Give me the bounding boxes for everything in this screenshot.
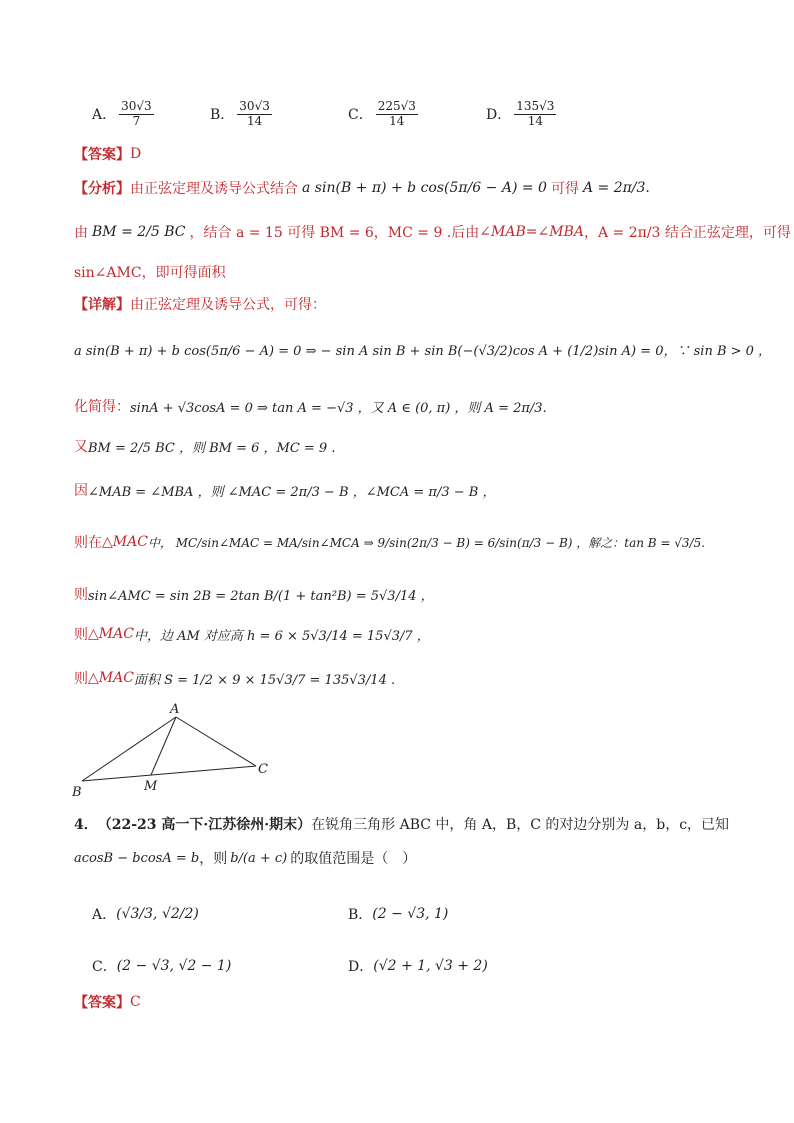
option-fraction: $\frac{30√3}{7}$ (121, 99, 152, 128)
detail-eq-7 (74, 624, 430, 644)
option-label: B． (348, 907, 373, 923)
question-text: ，则 (199, 851, 228, 867)
equation: ∠MAB = ∠MBA ，则 ∠MAC = 2π/3 − B ，∠MCA = π/3 − B ， (88, 484, 496, 500)
equation: 面积 S = 1/2 × 9 × 15√3/7 = 135√3/14 . (133, 672, 396, 688)
answer-tag: 【答案】 (74, 147, 130, 163)
option-label: D． (486, 107, 512, 124)
option-label: D． (348, 959, 374, 975)
side-ac (176, 717, 256, 766)
option-value: (2 − √3, √2 − 1) (116, 958, 232, 974)
detail-label: 则 (74, 587, 88, 603)
option-label: B． (210, 107, 235, 124)
analysis-text: 由正弦定理及诱导公式结合 (130, 181, 298, 197)
option-c (348, 100, 421, 129)
analysis-line-3 (74, 262, 226, 282)
option-value: (√2 + 1, √3 + 2) (373, 958, 488, 974)
q4-option-c (92, 956, 231, 976)
option-label: C． (348, 107, 373, 124)
equation: BM = 2/5 BC ，则 BM = 6 ，MC = 9 . (88, 440, 336, 456)
answer-line (74, 144, 141, 164)
detail-text: 由正弦定理及诱导公式，可得： (130, 297, 326, 313)
analysis-text: ，A = 2π/3 结合正弦定理，可得 (583, 225, 791, 241)
equation: a sin(B + π) + b cos(5π/6 − A) = 0 ⇒ − sin A sin B + sin B(−(√3/2)cos A + (1/2)sin A) = 0，∵ sin B > 0 ， (74, 344, 772, 359)
equation: 中， MC/sin∠MAC = MA/sin∠MCA ⇒ 9/sin(2π/3 − B) = 6/sin(π/3 − B) ，解之：tan B = √3/5. (147, 535, 706, 550)
option-b (210, 100, 275, 129)
analysis-result: A = 2π/3. (582, 180, 650, 196)
q4-option-a (92, 904, 199, 924)
detail-line-intro (74, 294, 326, 314)
option-label: C． (92, 959, 117, 975)
answer-value: D (130, 146, 142, 162)
vertex-b-label: B (72, 785, 82, 800)
option-fraction: $\frac{135√3}{14}$ (516, 99, 555, 128)
analysis-text: 可得 (550, 181, 579, 197)
detail-label: 则 (74, 671, 88, 687)
equation: 中，边 AM 对应高 h = 6 × 5√3/14 = 15√3/7 ， (133, 628, 430, 644)
detail-eq-5 (74, 532, 705, 552)
triangle-label: △MAC (102, 534, 148, 550)
vector-formula: BM = 2/5 BC (92, 224, 186, 240)
option-fraction: $\frac{30√3}{14}$ (239, 99, 270, 128)
question-condition: acosB − bcosA = b (74, 850, 200, 866)
analysis-formula: a sin(B + π) + b cos(5π/6 − A) = 0 (302, 180, 547, 196)
option-label: A． (92, 107, 117, 124)
option-fraction: $\frac{225√3}{14}$ (377, 99, 416, 128)
q4-answer-line (74, 992, 141, 1012)
option-value: (2 − √3, 1) (372, 906, 449, 922)
analysis-line-2 (74, 222, 791, 242)
detail-eq-6 (74, 584, 434, 604)
answer-tag: 【答案】 (74, 995, 130, 1011)
question-expression: b/(a + c) (230, 850, 288, 866)
detail-label: 则在 (74, 535, 102, 551)
detail-eq-2 (74, 396, 547, 416)
vertex-a-label: A (170, 702, 180, 717)
analysis-tag: 【分析】 (74, 181, 130, 197)
q4-option-b (348, 904, 448, 924)
analysis-text: ，结合 a = 15 可得 BM = 6，MC = 9 .后由 (189, 225, 480, 241)
equation: sinA + √3cosA = 0 ⇒ tan A = −√3 ，又 A ∈ (0, π) ，则 A = 2π/3. (130, 400, 547, 416)
question-number: 4． (74, 817, 98, 833)
vertex-c-label: C (258, 762, 268, 777)
q4-option-d (348, 956, 488, 976)
detail-label: 则 (74, 627, 88, 643)
detail-label: 因 (74, 483, 88, 499)
question-text: 的取值范围是（ ） (290, 851, 417, 867)
analysis-highlight: ∠MAB=∠MBA (479, 224, 584, 240)
analysis-text: sin∠AMC，即可得面积 (74, 265, 226, 281)
triangle-figure (66, 700, 286, 800)
question-text: 在锐角三角形 ABC 中，角 A，B，C 的对边分别为 a，b，c，已知 (311, 817, 730, 833)
triangle-label: △MAC (88, 670, 134, 686)
option-label: A． (92, 907, 117, 923)
analysis-text: 由 (74, 225, 88, 241)
option-value: (√3/3, √2/2) (116, 906, 199, 922)
detail-eq-3 (74, 436, 335, 456)
option-a (92, 100, 157, 129)
question-source: （22-23 高一下·江苏徐州·期末） (97, 817, 312, 833)
side-bc (82, 766, 256, 781)
equation: sin∠AMC = sin 2B = 2tan B/(1 + tan²B) = 5√3/14 ， (88, 588, 434, 604)
detail-eq-4 (74, 480, 495, 500)
detail-eq-1 (74, 340, 771, 359)
point-m-label: M (144, 779, 158, 794)
detail-tag: 【详解】 (74, 297, 130, 313)
option-d (486, 100, 559, 129)
detail-label: 化简得： (74, 399, 130, 415)
answer-value: C (130, 994, 141, 1010)
detail-eq-8 (74, 668, 395, 688)
analysis-line-1 (74, 178, 650, 198)
q4-line-2 (74, 848, 416, 868)
q4-line-1 (74, 814, 729, 834)
detail-label: 又 (74, 439, 88, 455)
triangle-label: △MAC (88, 626, 134, 642)
